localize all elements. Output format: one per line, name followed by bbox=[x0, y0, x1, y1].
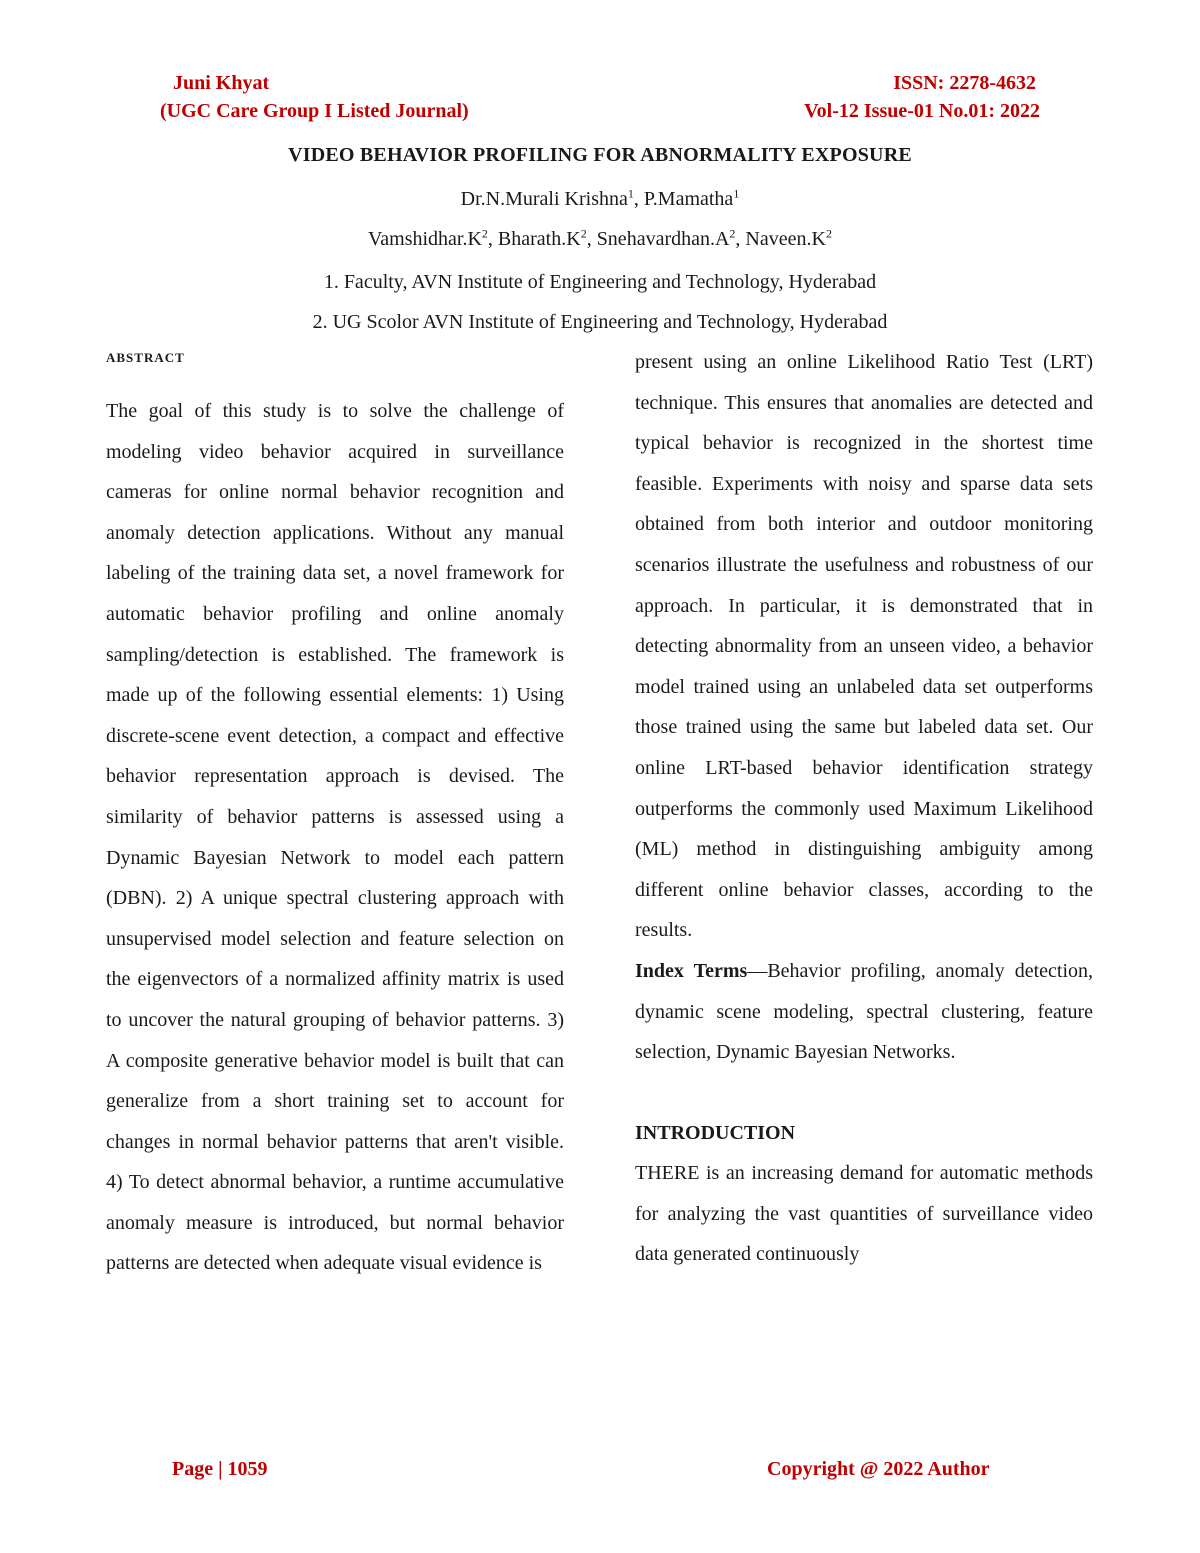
author-sup: 2 bbox=[729, 226, 736, 241]
authors-line-2: $Vamshidhar.K^2$, $Bharath.K^2$, $Snehavardhan.A^2$, $Naveen.K^2$ bbox=[368, 226, 832, 250]
index-terms bbox=[635, 951, 1093, 1073]
abstract-heading: ABSTRACT bbox=[106, 350, 185, 365]
author-sup: 2 bbox=[580, 226, 587, 241]
introduction-heading: INTRODUCTION bbox=[635, 1121, 796, 1144]
abstract-left-column bbox=[106, 391, 564, 1284]
index-terms-label: Index Terms bbox=[635, 959, 748, 982]
author-sup: 1 bbox=[733, 186, 740, 201]
author-sup: 2 bbox=[825, 226, 832, 241]
abstract-text-right: present using an online Likelihood Ratio Test (LRT) technique. This ensures that anomalies are detected and typical behavior is recognized in the shortest time feasible. Experiments with noisy and sparse data sets obtained from both interior and outdoor monitoring scenarios illustrate the usefulness and robustness of our approach. In particular, it is demonstrated that in detecting abnormality from an unseen video, a behavior model trained using an unlabeled data set outperforms those trained using the same but labeled data set. Our online LRT-based behavior identification strategy outperforms the commonly used Maximum Likelihood (ML) method in distinguishing ambiguity among different online behavior classes, according to the results. bbox=[635, 351, 1093, 942]
authors-line-1: Dr.N.Murali Krishna$^1$, P.Mamatha$^1$ bbox=[460, 186, 740, 210]
volume-issue: Vol-12 Issue-01 No.01: 2022 bbox=[804, 100, 1040, 122]
affiliation-1: 1. Faculty, AVN Institute of Engineering and Technology, Hyderabad bbox=[323, 271, 877, 293]
author-name: Dr.N.Murali Krishna bbox=[460, 188, 628, 210]
abstract-text-left: The goal of this study is to solve the challenge of modeling video behavior acquired in surveillance cameras for online normal behavior recognition and anomaly detection applications. Without any manual labeling of the training data set, a novel framework for automatic behavior profiling and online anomaly sampling/detection is established. The framework is made up of the following essential elements: 1) Using discrete-scene event detection, a compact and effective behavior representation approach is devised. The similarity of behavior patterns is assessed using a Dynamic Bayesian Network to model each pattern (DBN). 2) A unique spectral clustering approach with unsupervised model selection and feature selection on the eigenvectors of a normalized affinity matrix is used to uncover the natural grouping of behavior patterns. 3) A composite generative behavior model is built that can generalize from a short training set to account for changes in normal behavior patterns that aren't visible. 4) To detect abnormal behavior, a runtime accumulative anomaly measure is introduced, but normal behavior patterns are detected when adequate visual evidence is bbox=[106, 400, 564, 1275]
index-terms-text: —Behavior profiling, anomaly detection, dynamic scene modeling, spectral clustering, feature selection, Dynamic Bayesian Networks. bbox=[635, 959, 1094, 1064]
issn: ISSN: 2278-4632 bbox=[893, 72, 1036, 94]
author-name: P.Mamatha bbox=[643, 188, 734, 210]
abstract-right-column bbox=[635, 342, 1093, 1275]
journal-note: (UGC Care Group I Listed Journal) bbox=[160, 100, 469, 122]
page-number: Page | 1059 bbox=[172, 1458, 268, 1480]
author-sup: 2 bbox=[481, 226, 488, 241]
copyright: Copyright @ 2022 Author bbox=[767, 1458, 990, 1480]
author-name: Snehavardhan.A bbox=[596, 228, 730, 250]
author-sup: 1 bbox=[627, 186, 634, 201]
author-name: Naveen.K bbox=[745, 228, 826, 250]
author-name: Bharath.K bbox=[497, 228, 581, 250]
paper-title: VIDEO BEHAVIOR PROFILING FOR ABNORMALITY EXPOSURE bbox=[288, 144, 912, 166]
introduction-text: THERE is an increasing demand for automatic methods for analyzing the vast quantities of surveillance video data generated continuously bbox=[635, 1162, 1093, 1266]
author-name: Vamshidhar.K bbox=[368, 228, 482, 250]
journal-name: Juni Khyat bbox=[173, 72, 270, 94]
affiliation-2: 2. UG Scolor AVN Institute of Engineering and Technology, Hyderabad bbox=[312, 311, 888, 333]
